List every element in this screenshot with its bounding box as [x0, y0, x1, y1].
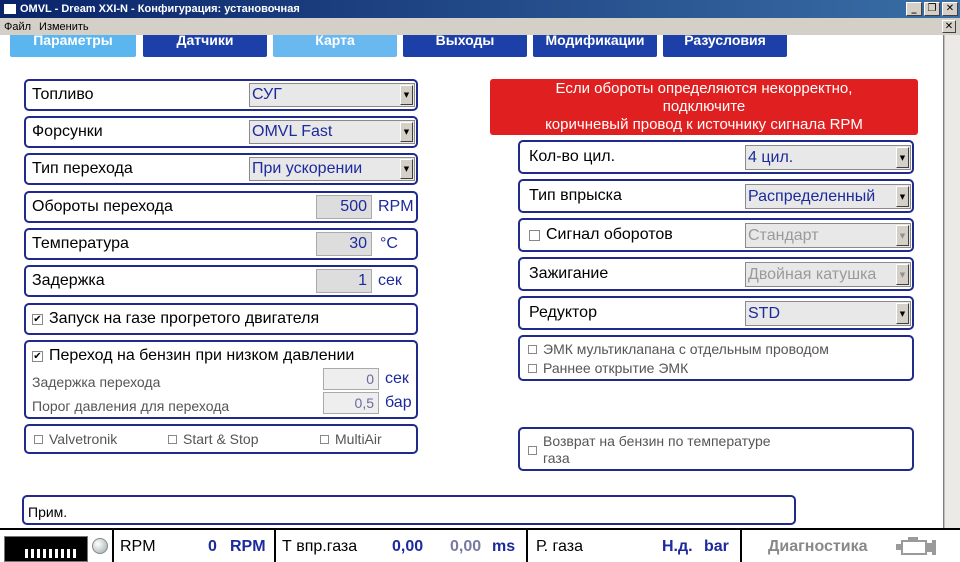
low-pressure-label: Переход на бензин при низком давлении — [49, 347, 355, 364]
switch-delay-label: Задержка перехода — [32, 374, 161, 390]
valvetronik-label: Valvetronik — [49, 431, 118, 447]
vertical-scrollbar[interactable] — [944, 35, 960, 528]
temperature-unit: °C — [380, 235, 398, 252]
note-field[interactable] — [22, 495, 796, 525]
emk-early-label: Раннее открытие ЭМК — [543, 360, 689, 376]
injectors-row — [24, 116, 418, 148]
reducer-label: Редуктор — [529, 304, 597, 321]
status-tinj-label: Т впр.газа — [282, 538, 358, 555]
child-close-button[interactable]: ✕ — [942, 20, 956, 33]
status-tinj-unit: ms — [492, 538, 516, 555]
status-rpm-value: 0 — [208, 538, 217, 555]
tab-conditions[interactable]: Разусловия — [663, 35, 787, 57]
chevron-down-icon[interactable]: ▼ — [400, 159, 413, 179]
temperature-row — [24, 228, 418, 260]
rpm-signal-label: Сигнал оборотов — [546, 226, 673, 243]
status-tinj-value1: 0,00 — [392, 538, 424, 555]
reducer-select[interactable] — [745, 301, 911, 326]
delay-label: Задержка — [32, 272, 105, 289]
start-stop-checkbox[interactable] — [168, 426, 258, 452]
rpm-signal-checkbox[interactable] — [529, 220, 673, 250]
checkbox-icon[interactable] — [529, 230, 540, 241]
status-rpm-label: RPM — [120, 538, 156, 555]
cylinders-select[interactable] — [745, 145, 911, 170]
fuel-label: Топливо — [32, 86, 94, 103]
warm-start-label: Запуск на газе прогретого двигателя — [49, 310, 320, 327]
checkbox-checked-icon[interactable]: ✔ — [33, 313, 42, 325]
emk-separate-label: ЭМК мультиклапана с отдельным проводом — [543, 341, 829, 357]
switch-delay-unit: сек — [385, 370, 409, 387]
reducer-row — [518, 296, 914, 330]
switch-type-label: Тип перехода — [32, 160, 133, 177]
ignition-select-value: Двойная катушка — [748, 265, 877, 283]
rpm-signal-select — [745, 223, 911, 248]
engine-icon — [894, 536, 938, 558]
injectors-select-value: OMVL Fast — [252, 123, 333, 140]
start-stop-label: Start & Stop — [183, 431, 259, 447]
switch-type-select[interactable] — [249, 157, 415, 181]
note-label: Прим. — [28, 504, 68, 520]
device-logo — [4, 536, 88, 562]
status-rpm-unit: RPM — [230, 538, 266, 555]
chevron-down-icon: ▼ — [896, 225, 909, 246]
chevron-down-icon[interactable]: ▼ — [896, 303, 909, 324]
device-logo-digits — [25, 549, 77, 558]
delay-unit: сек — [378, 272, 402, 289]
diagnostics-label: Диагностика — [768, 538, 868, 555]
status-pgas-value: Н.д. — [662, 538, 693, 555]
options-panel — [24, 424, 418, 454]
rpm-signal-row — [518, 218, 914, 252]
emk-early-checkbox[interactable] — [528, 359, 688, 377]
return-temp-panel — [518, 427, 914, 471]
injectors-label: Форсунки — [32, 123, 103, 140]
checkbox-icon[interactable] — [528, 345, 537, 354]
tab-outputs[interactable]: Выходы — [403, 35, 527, 57]
pressure-threshold-unit: бар — [385, 394, 412, 411]
fuel-select[interactable] — [249, 83, 415, 107]
title-bar — [0, 0, 960, 18]
status-tinj-value2: 0,00 — [450, 538, 482, 555]
status-pgas-label: Р. газа — [536, 538, 583, 555]
multiair-label: MultiAir — [335, 431, 382, 447]
status-pgas-unit: bar — [704, 538, 729, 555]
injection-type-select[interactable] — [745, 184, 911, 209]
tab-map[interactable]: Карта — [273, 35, 397, 57]
emk-separate-checkbox[interactable] — [528, 340, 829, 358]
chevron-down-icon[interactable]: ▼ — [400, 85, 413, 105]
return-temp-label-line1: Возврат на бензин по температуре — [543, 433, 771, 449]
reducer-select-value: STD — [748, 304, 780, 322]
menu-file[interactable]: Файл — [4, 20, 32, 33]
switch-delay-input[interactable]: 0 — [323, 368, 379, 390]
injection-type-row — [518, 179, 914, 213]
close-button[interactable]: ✕ — [942, 2, 958, 16]
status-bar — [0, 528, 960, 562]
injection-type-label: Тип впрыска — [529, 187, 622, 204]
chevron-down-icon[interactable]: ▼ — [400, 122, 413, 142]
minimize-button[interactable]: _ — [906, 2, 922, 16]
return-temp-label — [543, 433, 771, 467]
switch-rpm-unit: RPM — [378, 198, 414, 215]
checkbox-icon[interactable] — [528, 446, 537, 455]
restore-button[interactable]: ❐ — [924, 2, 940, 16]
pressure-threshold-input[interactable]: 0,5 — [323, 392, 379, 414]
switch-rpm-input[interactable]: 500 — [316, 195, 372, 219]
status-gas-pressure — [526, 530, 740, 562]
multiair-checkbox[interactable] — [320, 426, 382, 452]
low-pressure-panel — [24, 340, 418, 419]
warm-start-row — [24, 303, 418, 335]
cylinders-row — [518, 140, 914, 174]
tab-sensors[interactable]: Датчики — [143, 35, 267, 57]
rpm-warning-line2: подключите — [662, 98, 746, 115]
valvetronik-checkbox[interactable] — [34, 426, 117, 452]
tab-modifications[interactable]: Модификации — [533, 35, 657, 57]
checkbox-icon[interactable] — [320, 435, 329, 444]
fuel-select-value: СУГ — [252, 86, 282, 103]
main-panel — [0, 35, 944, 528]
switch-rpm-label: Обороты перехода — [32, 198, 173, 215]
delay-input[interactable]: 1 — [316, 269, 372, 293]
checkbox-icon[interactable] — [34, 435, 43, 444]
window-title: OMVL - Dream XXI-N - Конфигурация: установочная — [20, 3, 300, 15]
status-diagnostics[interactable] — [740, 530, 960, 562]
temperature-label: Температура — [32, 235, 129, 252]
status-injection-time — [274, 530, 526, 562]
chevron-down-icon[interactable]: ▼ — [896, 186, 909, 207]
switch-type-row — [24, 153, 418, 185]
menu-edit[interactable]: Изменить — [39, 20, 89, 33]
chevron-down-icon[interactable]: ▼ — [896, 147, 909, 168]
checkbox-icon[interactable] — [528, 364, 537, 373]
ignition-label: Зажигание — [529, 265, 609, 282]
injection-type-select-value: Распределенный — [748, 187, 876, 205]
low-pressure-checkbox[interactable] — [32, 344, 354, 368]
checkbox-checked-icon[interactable]: ✔ — [33, 350, 42, 362]
ignition-row — [518, 257, 914, 291]
chevron-down-icon: ▼ — [896, 264, 909, 285]
rpm-warning-banner — [490, 79, 918, 135]
checkbox-icon[interactable] — [168, 435, 177, 444]
switch-rpm-row — [24, 191, 418, 223]
fuel-row — [24, 79, 418, 111]
rpm-warning-line1: Если обороты определяются некорректно, — [555, 80, 853, 97]
return-temp-checkbox[interactable] — [528, 432, 771, 468]
connection-indicator-icon — [92, 538, 108, 554]
injectors-select[interactable] — [249, 120, 415, 144]
emk-panel — [518, 335, 914, 381]
delay-row — [24, 265, 418, 297]
rpm-signal-select-value: Стандарт — [748, 226, 819, 244]
temperature-input[interactable]: 30 — [316, 232, 372, 256]
rpm-warning-line3: коричневый провод к источнику сигнала RPM — [545, 116, 863, 133]
app-icon — [3, 3, 17, 15]
status-rpm — [112, 530, 274, 562]
warm-start-checkbox[interactable] — [32, 305, 319, 333]
switch-type-select-value: При ускорении — [252, 160, 363, 177]
pressure-threshold-label: Порог давления для перехода — [32, 398, 230, 414]
cylinders-select-value: 4 цил. — [748, 148, 794, 166]
tab-parameters[interactable]: Параметры — [10, 35, 136, 57]
menu-bar — [0, 18, 960, 35]
cylinders-label: Кол-во цил. — [529, 148, 616, 165]
ignition-select — [745, 262, 911, 287]
return-temp-label-line2: газа — [543, 450, 570, 466]
